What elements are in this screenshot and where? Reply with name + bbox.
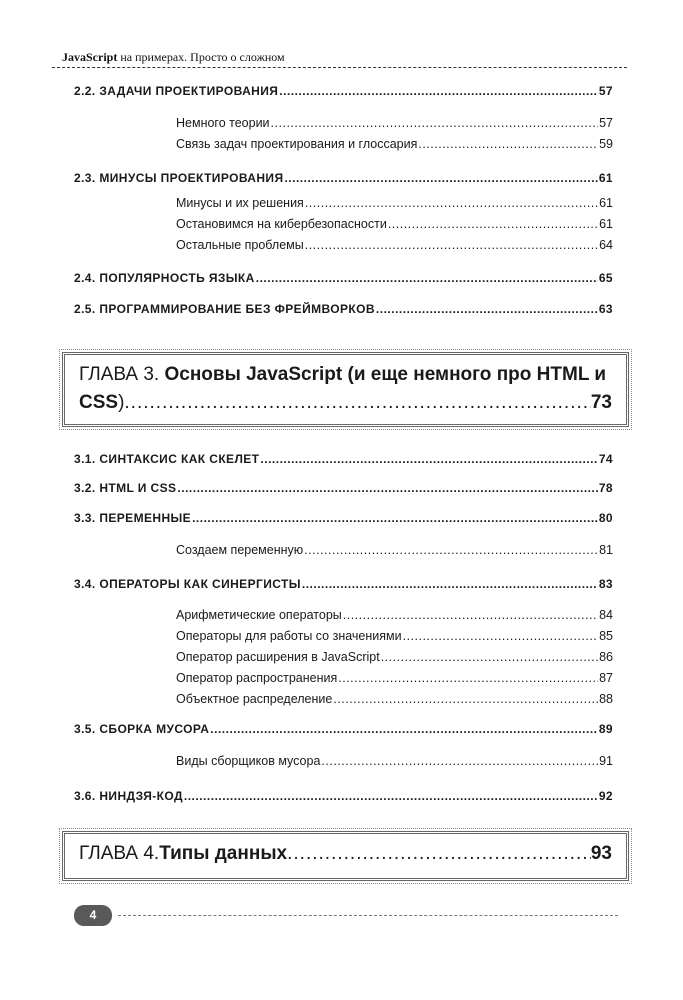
toc-subsection[interactable]: Оператор распространения ..... 87	[176, 671, 613, 685]
dot-leader	[321, 754, 598, 768]
dot-leader	[388, 217, 598, 231]
page-number-badge: 4	[74, 905, 112, 926]
toc-subsection[interactable]: Оператор расширения в JavaScript ..... 86	[176, 650, 613, 664]
toc-subsection[interactable]: Виды сборщиков мусора ..... 91	[176, 754, 613, 768]
dot-leader	[279, 84, 598, 98]
dot-leader	[284, 171, 597, 185]
chapter-3-title-line1: ГЛАВА 3. Основы JavaScript (и еще немного про HTML и	[79, 364, 607, 385]
chapter-4-box[interactable]	[62, 831, 629, 881]
dot-leader	[287, 843, 591, 865]
toc-section-2-3[interactable]: 2.3. МИНУСЫ ПРОЕКТИРОВАНИЯ ..... 61	[74, 171, 613, 185]
dot-leader	[177, 481, 597, 495]
toc-subsection[interactable]: Остальные проблемы ..... 64	[176, 238, 613, 252]
dot-leader	[210, 722, 598, 736]
dot-leader	[184, 789, 598, 803]
toc-subsection[interactable]: Операторы для работы со значениями ..... 85	[176, 629, 613, 643]
toc-section-3-5[interactable]: 3.5. СБОРКА МУСОРА ..... 89	[74, 722, 613, 736]
toc-subsection[interactable]: Остановимся на кибербезопасности ..... 61	[176, 217, 613, 231]
dot-leader	[418, 137, 598, 151]
dot-leader	[302, 577, 598, 591]
dot-leader	[305, 238, 598, 252]
dot-leader	[305, 196, 598, 210]
book-title-bold: JavaScript	[62, 50, 118, 64]
dot-leader	[256, 271, 598, 285]
dot-leader	[271, 116, 599, 130]
toc-section-3-2[interactable]: 3.2. HTML И CSS ..... 78	[74, 481, 613, 495]
toc-section-3-4[interactable]: 3.4. ОПЕРАТОРЫ КАК СИНЕРГИСТЫ ..... 83	[74, 577, 613, 591]
chapter-3-title-line2: CSS ) ..... 73	[79, 392, 612, 414]
book-title-rest: на примерах. Просто о сложном	[117, 50, 285, 64]
toc-subsection[interactable]: Объектное распределение ..... 88	[176, 692, 613, 706]
dot-leader	[333, 692, 598, 706]
running-header	[62, 50, 285, 65]
chapter-4-title: ГЛАВА 4. Типы данных ..... 93	[79, 843, 612, 865]
toc-subsection[interactable]: Немного теории ..... 57	[176, 116, 613, 130]
chapter-3-box[interactable]	[62, 352, 629, 427]
dot-leader	[338, 671, 598, 685]
dot-leader	[260, 452, 597, 466]
header-divider	[52, 67, 627, 68]
toc-section-3-3[interactable]: 3.3. ПЕРЕМЕННЫЕ ..... 80	[74, 511, 613, 525]
toc-section-2-5[interactable]: 2.5. ПРОГРАММИРОВАНИЕ БЕЗ ФРЕЙМВОРКОВ ..... 63	[74, 302, 613, 316]
toc-section-2-2[interactable]: 2.2. ЗАДАЧИ ПРОЕКТИРОВАНИЯ ..... 57	[74, 84, 613, 98]
footer-divider	[118, 915, 618, 916]
toc-section-2-4[interactable]: 2.4. ПОПУЛЯРНОСТЬ ЯЗЫКА ..... 65	[74, 271, 613, 285]
toc-subsection[interactable]: Связь задач проектирования и глоссария ..... 59	[176, 137, 613, 151]
toc-subsection[interactable]: Создаем переменную ..... 81	[176, 543, 613, 557]
dot-leader	[381, 650, 598, 664]
dot-leader	[376, 302, 598, 316]
dot-leader	[304, 543, 598, 557]
dot-leader	[403, 629, 599, 643]
dot-leader	[343, 608, 598, 622]
toc-section-3-1[interactable]: 3.1. СИНТАКСИС КАК СКЕЛЕТ ..... 74	[74, 452, 613, 466]
dot-leader	[124, 392, 590, 414]
dot-leader	[192, 511, 598, 525]
toc-subsection[interactable]: Арифметические операторы ..... 84	[176, 608, 613, 622]
toc-subsection[interactable]: Минусы и их решения ..... 61	[176, 196, 613, 210]
toc-section-3-6[interactable]: 3.6. НИНДЗЯ-КОД ..... 92	[74, 789, 613, 803]
